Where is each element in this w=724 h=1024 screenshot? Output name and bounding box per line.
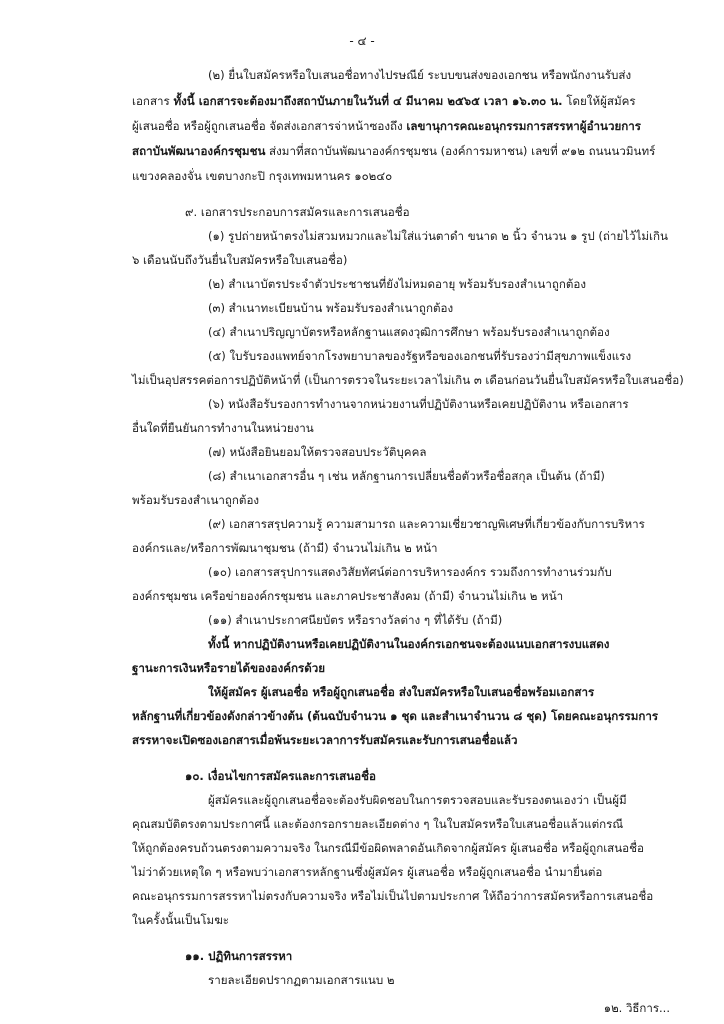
text-run: (๑๐) เอกสารสรุปการแสดงวิสัยทัศน์ต่อการบริหารองค์กร รวมถึงการทำงานร่วมกับ <box>208 565 612 579</box>
text-line <box>132 168 392 184</box>
bold-text-run: ทั้งนี้ เอกสารจะต้องมาถึงสถาบันภายในวันที่ ๔ มีนาคม ๒๕๖๕ เวลา ๑๖.๓๐ น. <box>173 94 563 108</box>
text-run: ผู้เสนอชื่อ หรือผู้ถูกเสนอชื่อ จัดส่งเอกสารจ่าหน้าซองถึง <box>132 119 407 133</box>
text-run: (๒) ยื่นใบสมัครหรือใบเสนอชื่อทางไปรษณีย์ ระบบขนส่งของเอกชน หรือพนักงานรับส่ง <box>208 68 632 82</box>
text-line <box>132 732 518 748</box>
text-line <box>208 324 610 340</box>
text-line <box>185 204 410 220</box>
text-line <box>132 912 229 928</box>
text-line <box>185 948 292 964</box>
text-run: องค์กรชุมชน เครือข่ายองค์กรชุมชน และภาคประชาสังคม (ถ้ามี) จำนวนไม่เกิน ๒ หน้า <box>132 589 564 603</box>
text-run: ๙. เอกสารประกอบการสมัครและการเสนอชื่อ <box>185 205 410 219</box>
text-line <box>132 840 644 856</box>
bold-text-run: ๑๐. เงื่อนไขการสมัครและการเสนอชื่อ <box>185 769 376 783</box>
text-line <box>208 564 612 580</box>
text-line <box>132 708 658 724</box>
text-run: (๕) ใบรับรองแพทย์จากโรงพยาบาลของรัฐหรือของเอกชนที่รับรองว่ามีสุขภาพแข็งแรง <box>208 349 632 363</box>
text-line <box>132 492 259 508</box>
text-run: (๙) เอกสารสรุปความรู้ ความสามารถ และความเชี่ยวชาญพิเศษที่เกี่ยวข้องกับการบริหาร <box>208 517 645 531</box>
text-line <box>132 660 325 676</box>
text-line <box>132 888 653 904</box>
bold-text-run: ๑๑. ปฏิทินการสรรหา <box>185 949 293 963</box>
text-line <box>208 468 605 484</box>
text-run: (๔) สำเนาปริญญาบัตรหรือหลักฐานแสดงวุฒิการศึกษา พร้อมรับรองสำเนาถูกต้อง <box>208 325 610 339</box>
text-line <box>132 864 602 880</box>
text-line <box>208 792 627 808</box>
bold-text-run: สรรหาจะเปิดซองเอกสารเมื่อพ้นระยะเวลาการรับสมัครและรับการเสนอชื่อแล้ว <box>132 733 518 747</box>
text-line <box>208 276 586 292</box>
bold-text-run: หากปฏิบัติงานหรือเคยปฏิบัติงานในองค์กรเอกชนจะต้องแนบเอกสารงบแสดง <box>229 637 610 651</box>
bold-text-run: หลักฐานที่เกี่ยวข้องดังกล่าวข้างต้น (ต้นฉบับจำนวน ๑ ชุด และสำเนาจำนวน ๘ ชุด) โดยคณะอนุกรรมการ <box>132 709 659 723</box>
text-line <box>185 768 376 784</box>
text-line <box>208 300 453 316</box>
text-line <box>132 540 438 556</box>
text-run: องค์กรและ/หรือการพัฒนาชุมชน (ถ้ามี) จำนวนไม่เกิน ๒ หน้า <box>132 541 438 555</box>
text-run: (๗) หนังสือยินยอมให้ตรวจสอบประวัติบุคคล <box>208 445 427 459</box>
text-run: พร้อมรับรองสำเนาถูกต้อง <box>132 493 260 507</box>
bold-text-run: ให้ผู้สมัคร ผู้เสนอชื่อ หรือผู้ถูกเสนอชื่อ ส่งใบสมัครหรือใบเสนอชื่อพร้อมเอกสาร <box>208 685 595 699</box>
bold-text-run: เลขานุการคณะอนุกรรมการสรรหาผู้อำนวยการ <box>406 119 642 133</box>
text-line <box>208 396 629 412</box>
text-run: รายละเอียดปรากฏตามเอกสารแนบ ๒ <box>208 973 395 987</box>
text-line <box>132 588 563 604</box>
text-run: (๖) หนังสือรับรองการทำงานจากหน่วยงานที่ปฏิบัติงานหรือเคยปฏิบัติงาน หรือเอกสาร <box>208 397 629 411</box>
text-line <box>208 972 395 988</box>
text-run: ส่งมาที่สถาบันพัฒนาองค์กรชุมชน (องค์การมหาชน) เลขที่ ๙๑๒ ถนนนวมินทร์ <box>265 144 656 158</box>
text-run: (๑๑) สำเนาประกาศนียบัตร หรือรางวัลต่าง ๆ ที่ได้รับ (ถ้ามี) <box>208 613 503 627</box>
text-line <box>132 420 314 436</box>
text-line <box>208 444 426 460</box>
text-run: ไม่เป็นอุปสรรคต่อการปฏิบัติหน้าที่ (เป็นการตรวจในระยะเวลาไม่เกิน ๓ เดือนก่อนวันยื่นใบสมัครหรือใบเสนอชื่อ) <box>132 373 684 387</box>
text-run: เอกสาร <box>132 94 174 108</box>
text-run: ในครั้งนั้นเป็นโมฆะ <box>132 913 230 927</box>
bold-text-run: สถาบันพัฒนาองค์กรชุมชน <box>132 144 266 158</box>
text-run: ผู้สมัครและผู้ถูกเสนอชื่อจะต้องรับผิดชอบในการตรวจสอบและรับรองตนเองว่า เป็นผู้มี <box>208 793 627 807</box>
text-line <box>208 516 645 532</box>
text-line <box>208 612 502 628</box>
text-run: โดยให้ผู้สมัคร <box>562 94 636 108</box>
text-line <box>132 816 623 832</box>
text-line <box>132 252 347 268</box>
text-run: (๘) สำเนาเอกสารอื่น ๆ เช่น หลักฐานการเปลี่ยนชื่อตัวหรือชื่อสกุล เป็นต้น (ถ้ามี) <box>208 469 605 483</box>
text-run: ไม่ว่าด้วยเหตุใด ๆ หรือพบว่าเอกสารหลักฐานซึ่งผู้สมัคร ผู้เสนอชื่อ หรือผู้ถูกเสนอชื่อ นำมายื่นต่อ <box>132 865 603 879</box>
text-line <box>208 67 631 83</box>
text-run: แขวงคลองจั่น เขตบางกะปิ กรุงเทพมหานคร ๑๐๒๔๐ <box>132 169 393 183</box>
bold-text-run: ทั้งนี้ <box>208 637 230 651</box>
text-line <box>132 143 655 159</box>
text-run: (๒) สำเนาบัตรประจำตัวประชาชนที่ยังไม่หมดอายุ พร้อมรับรองสำเนาถูกต้อง <box>208 277 587 291</box>
text-line <box>208 228 668 244</box>
text-line <box>132 93 636 109</box>
text-run: (๓) สำเนาทะเบียนบ้าน พร้อมรับรองสำเนาถูกต้อง <box>208 301 454 315</box>
text-line <box>208 348 631 364</box>
text-line <box>208 636 609 652</box>
text-run: คุณสมบัติตรงตามประกาศนี้ และต้องกรอกรายละเอียดต่าง ๆ ในใบสมัครหรือใบเสนอชื่อแล้วแต่กรณี <box>132 817 624 831</box>
text-run: ให้ถูกต้องครบถ้วนตรงตามความจริง ในกรณีมีข้อผิดพลาดอันเกิดจากผู้สมัคร ผู้เสนอชื่อ หรือผู้ถูกเสนอชื่อ <box>132 841 644 855</box>
text-line <box>132 118 641 134</box>
bold-text-run: ฐานะการเงินหรือรายได้ขององค์กรด้วย <box>132 661 326 675</box>
next-page-reference: ๑๒. วิธีการ... <box>603 1001 670 1015</box>
text-run: คณะอนุกรรมการสรรหาไม่ตรงกับความจริง หรือไม่เป็นไปตามประกาศ ให้ถือว่าการสมัครหรือการเสนอชื่อ <box>132 889 654 903</box>
text-line <box>132 372 684 388</box>
page-number: - ๔ - <box>349 34 375 48</box>
text-line <box>208 684 594 700</box>
text-run: (๑) รูปถ่ายหน้าตรงไม่สวมหมวกและไม่ใส่แว่นตาดำ ขนาด ๒ นิ้ว จำนวน ๑ รูป (ถ่ายไว้ไม่เกิน <box>208 229 668 243</box>
text-run: ๖ เดือนนับถึงวันยื่นใบสมัครหรือใบเสนอชื่อ) <box>132 253 348 267</box>
text-run: อื่นใดที่ยืนยันการทำงานในหน่วยงาน <box>132 421 314 435</box>
